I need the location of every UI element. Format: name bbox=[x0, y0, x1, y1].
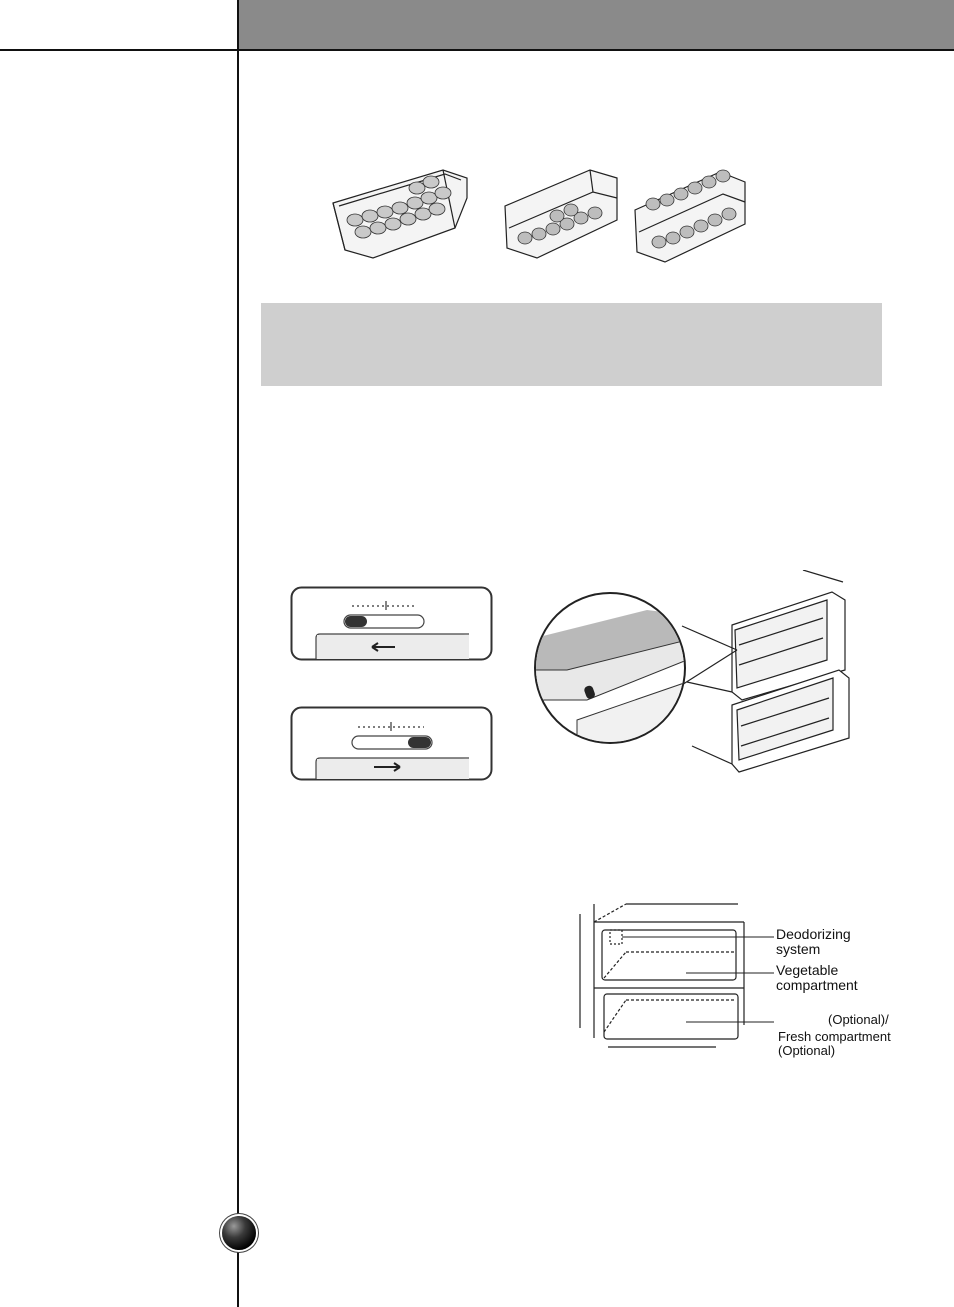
deodorizing-label-line1: Deodorizing bbox=[776, 926, 851, 942]
page-marker-icon bbox=[222, 1216, 256, 1250]
deodorizing-label-line2: system bbox=[776, 941, 821, 957]
humidity-slider-closed-illustration bbox=[290, 586, 493, 662]
optional-label: (Optional)/ bbox=[828, 1012, 889, 1027]
fresh-label-line2: (Optional) bbox=[778, 1043, 836, 1058]
fresh-compartment-label bbox=[778, 1030, 891, 1058]
vegetable-label-line1: Vegetable bbox=[776, 962, 839, 978]
deodorizing-label bbox=[776, 927, 851, 957]
note-box bbox=[261, 303, 882, 386]
vegetable-label bbox=[776, 963, 858, 993]
header-bar bbox=[239, 0, 954, 49]
header-rule bbox=[0, 49, 954, 51]
vegetable-label-line2: compartment bbox=[776, 977, 858, 993]
crisper-drawer-illustration bbox=[527, 570, 852, 775]
compartment-diagram bbox=[578, 900, 778, 1050]
egg-tray-illustration bbox=[325, 158, 755, 276]
margin-rule bbox=[237, 0, 239, 1307]
humidity-slider-open-illustration bbox=[290, 706, 493, 782]
fresh-label-line1: Fresh compartment bbox=[778, 1029, 891, 1044]
